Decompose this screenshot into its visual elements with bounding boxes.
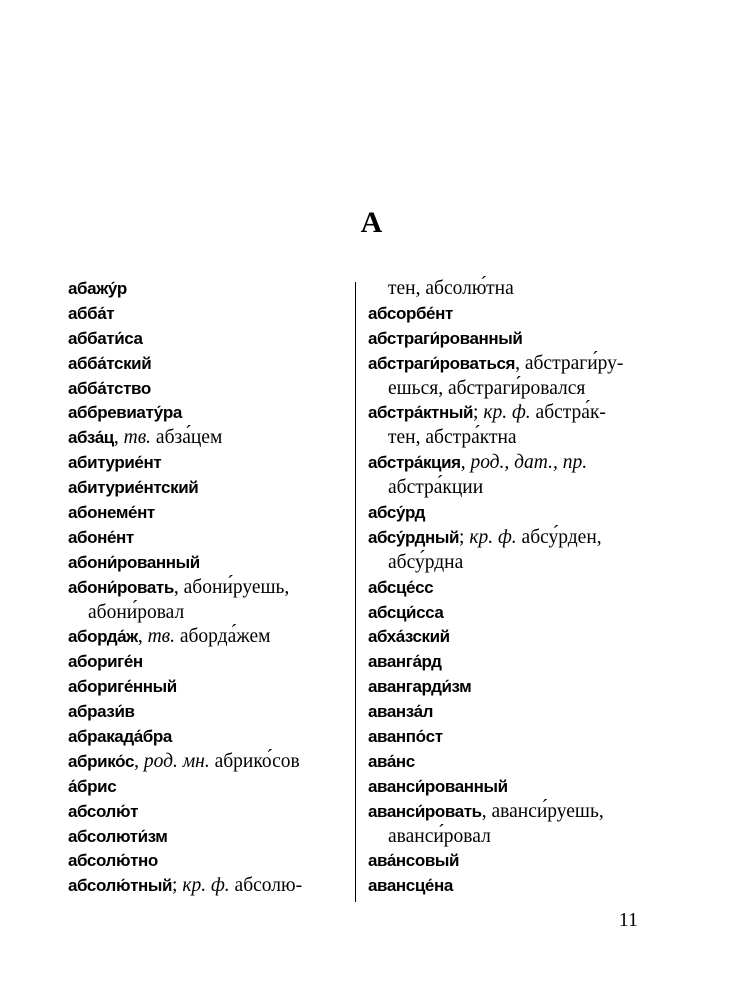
dictionary-entry xyxy=(68,725,348,750)
headword: абха́зский xyxy=(368,627,450,647)
headword: аванси́ровать xyxy=(368,801,482,821)
entry-text: , xyxy=(460,452,471,474)
dictionary-entry xyxy=(68,551,348,576)
dictionary-entry xyxy=(368,700,648,725)
headword: абоне́нт xyxy=(68,527,134,547)
headword: аванга́рд xyxy=(368,652,442,672)
dictionary-entry xyxy=(368,352,648,377)
dictionary-entry xyxy=(368,725,648,750)
dictionary-entry xyxy=(68,775,348,800)
dictionary-entry xyxy=(68,576,348,601)
grammar-label: тв. xyxy=(123,427,152,449)
dictionary-entry xyxy=(68,750,348,775)
dictionary-entry xyxy=(68,650,348,675)
headword: абстра́ктный xyxy=(368,403,474,423)
headword: абсолю́тный xyxy=(68,876,173,896)
entry-continuation xyxy=(68,601,348,626)
headword: абза́ц xyxy=(68,428,114,448)
grammar-label: род., дат., пр. xyxy=(470,452,588,474)
entry-continuation xyxy=(368,277,648,302)
page-number: 11 xyxy=(618,909,638,931)
headword: авангарди́зм xyxy=(368,677,472,697)
headword: абстраги́рованный xyxy=(368,328,523,348)
dictionary-entry xyxy=(68,675,348,700)
entry-text: аборда́жем xyxy=(174,626,271,648)
entry-text: абстра́кции xyxy=(388,477,484,499)
headword: абориге́нный xyxy=(68,677,177,697)
dictionary-entry xyxy=(368,625,648,650)
entry-continuation xyxy=(368,377,648,402)
entry-text: абони́ровал xyxy=(88,601,185,623)
grammar-label: кр. ф. xyxy=(483,402,531,424)
dictionary-entry xyxy=(368,750,648,775)
grammar-label: кр. ф. xyxy=(182,875,230,897)
headword: а́брис xyxy=(68,776,117,796)
headword: абстраги́роваться xyxy=(368,353,516,373)
headword: аванза́л xyxy=(368,702,434,722)
entry-text: , абстраги́ру- xyxy=(515,352,624,374)
headword: абсолю́т xyxy=(68,801,138,821)
dictionary-entry xyxy=(68,501,348,526)
dictionary-entry xyxy=(68,377,348,402)
dictionary-entry xyxy=(68,277,348,302)
entry-text: абстра́к- xyxy=(530,402,606,424)
headword: абони́ровать xyxy=(68,577,174,597)
headword: абсце́сс xyxy=(368,577,434,597)
headword: аббати́са xyxy=(68,328,143,348)
headword: абитурие́нтский xyxy=(68,478,199,498)
entry-text: ; xyxy=(473,402,484,424)
entry-text: тен, абсолю́тна xyxy=(388,278,514,299)
headword: абсорбе́нт xyxy=(368,303,453,323)
headword: абони́рованный xyxy=(68,552,200,572)
entry-text: абза́цем xyxy=(151,427,223,449)
dictionary-entry xyxy=(368,849,648,874)
headword: абонеме́нт xyxy=(68,503,155,523)
entry-text: ешься, абстраги́ровался xyxy=(388,377,586,399)
dictionary-entry xyxy=(68,700,348,725)
headword: абсолюти́зм xyxy=(68,826,168,846)
dictionary-entry xyxy=(368,800,648,825)
headword: авансце́на xyxy=(368,876,453,896)
dictionary-entry xyxy=(68,302,348,327)
entry-text: , xyxy=(134,750,144,772)
headword: аванпо́ст xyxy=(368,727,443,747)
entry-text: аванси́ровал xyxy=(388,825,491,847)
headword: абба́тство xyxy=(68,378,151,398)
grammar-label: род. мн. xyxy=(143,750,210,772)
entry-continuation xyxy=(368,551,648,576)
headword: абсолю́тно xyxy=(68,851,158,871)
dictionary-entry xyxy=(68,426,348,451)
dictionary-entry xyxy=(368,501,648,526)
dictionary-entry xyxy=(368,327,648,352)
entry-text: абсу́рден, xyxy=(516,526,602,548)
section-letter: А xyxy=(360,206,383,239)
entry-text: тен, абстра́ктна xyxy=(388,427,517,449)
dictionary-entry xyxy=(68,800,348,825)
dictionary-entry xyxy=(68,327,348,352)
headword: ава́нс xyxy=(368,751,415,771)
entry-text: , абони́руешь, xyxy=(173,576,290,598)
dictionary-entry xyxy=(68,849,348,874)
dictionary-entry xyxy=(68,352,348,377)
entry-continuation xyxy=(368,825,648,850)
dictionary-entry xyxy=(368,401,648,426)
dictionary-entry xyxy=(368,451,648,476)
column-divider xyxy=(355,282,356,902)
dictionary-entry xyxy=(68,625,348,650)
dictionary-entry xyxy=(68,451,348,476)
headword: ава́нсовый xyxy=(368,851,460,871)
dictionary-entry xyxy=(368,302,648,327)
entry-continuation xyxy=(368,426,648,451)
entry-text: абсу́рдна xyxy=(388,551,464,573)
entry-text: абсолю- xyxy=(229,875,303,897)
entry-text: , xyxy=(113,427,124,449)
headword: аванси́рованный xyxy=(368,776,508,796)
headword: абрико́с xyxy=(68,751,135,771)
dictionary-entry xyxy=(368,775,648,800)
dictionary-entry xyxy=(368,874,648,899)
headword: абба́тский xyxy=(68,353,152,373)
dictionary-entry xyxy=(68,526,348,551)
entry-text: абрико́сов xyxy=(209,750,300,772)
headword: абба́т xyxy=(68,303,115,323)
entry-text: , xyxy=(137,626,148,648)
entry-text: , аванси́руешь, xyxy=(481,800,604,822)
dictionary-entry xyxy=(368,601,648,626)
headword: абажу́р xyxy=(68,279,127,298)
right-column xyxy=(368,277,648,899)
entry-text: ; xyxy=(459,526,470,548)
headword: абстра́кция xyxy=(368,453,461,473)
headword: абитурие́нт xyxy=(68,453,162,473)
dictionary-entry xyxy=(68,825,348,850)
headword: абсу́рдный xyxy=(368,527,460,547)
entry-text: ; xyxy=(172,875,183,897)
headword: аббревиату́ра xyxy=(68,403,182,423)
headword: абракада́бра xyxy=(68,727,172,747)
headword: абсу́рд xyxy=(368,503,425,523)
dictionary-entry xyxy=(368,650,648,675)
headword: абсци́сса xyxy=(368,602,444,622)
headword: абрази́в xyxy=(68,702,135,722)
dictionary-entry xyxy=(368,526,648,551)
grammar-label: кр. ф. xyxy=(469,526,517,548)
dictionary-entry xyxy=(68,401,348,426)
dictionary-entry xyxy=(368,675,648,700)
grammar-label: тв. xyxy=(147,626,175,648)
dictionary-entry xyxy=(68,476,348,501)
entry-continuation xyxy=(368,476,648,501)
headword: аборда́ж xyxy=(68,627,138,647)
left-column xyxy=(68,277,348,899)
dictionary-entry xyxy=(68,874,348,899)
dictionary-entry xyxy=(368,576,648,601)
headword: абориге́н xyxy=(68,652,143,672)
